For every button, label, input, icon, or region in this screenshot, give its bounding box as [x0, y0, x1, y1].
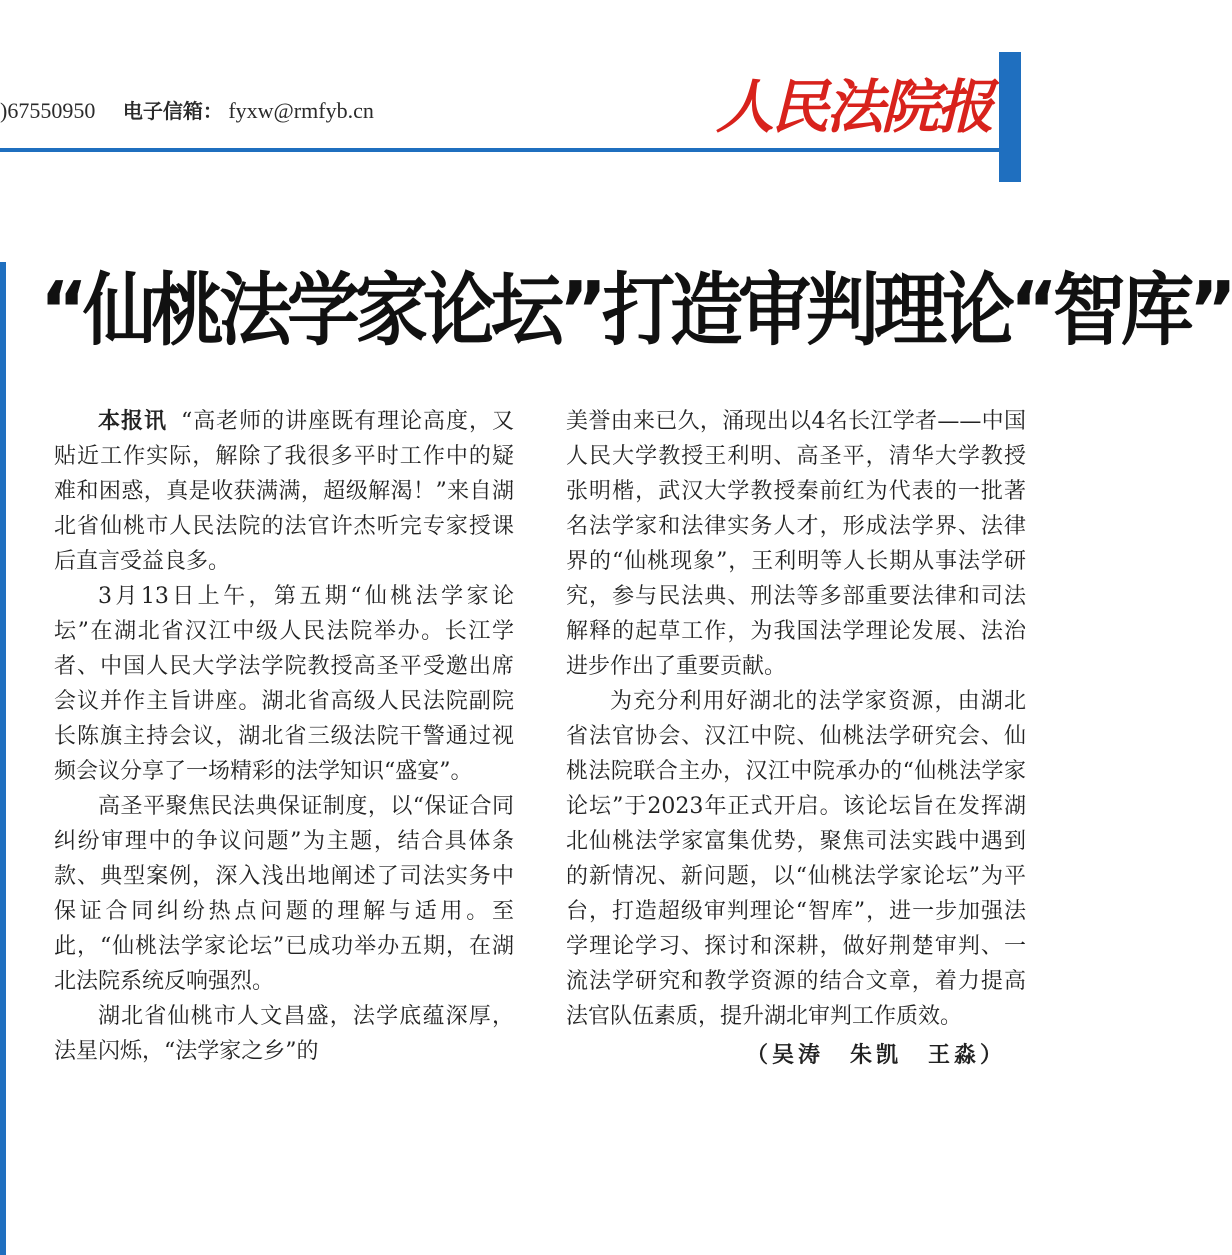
left-edge-bar	[0, 262, 6, 1255]
header-divider	[0, 148, 1000, 152]
header-contact	[0, 95, 374, 124]
phone-number: )67550950	[0, 98, 96, 123]
article-column-left	[54, 404, 514, 1069]
article-headline: “仙桃法学家论坛”打造审判理论“智库”	[40, 264, 1232, 357]
article-column-right	[566, 404, 1026, 1073]
paragraph-lead	[54, 404, 514, 579]
newspaper-masthead-logo: 人民法院报	[715, 73, 991, 141]
header-accent-bar	[999, 52, 1021, 182]
paragraph: 为充分利用好湖北的法学家资源，由湖北省法官协会、汉江中院、仙桃法学研究会、仙桃法院联合主办，汉江中院承办的“仙桃法学家论坛”于2023年正式开启。该论坛旨在发挥湖北仙桃法学家富集优势，聚焦司法实践中遇到的新情况、新问题，以“仙桃法学家论坛”为平台，打造超级审判理论“智库”，进一步加强法学理论学习、探讨和深耕，做好荆楚审判、一流法学研究和教学资源的结合文章，着力提高法官队伍素质，提升湖北审判工作质效。	[566, 689, 1026, 1029]
email-address: fyxw@rmfyb.cn	[228, 98, 374, 123]
article-byline: （吴涛 朱凯 王淼）	[745, 1043, 1006, 1068]
paragraph: 高圣平聚焦民法典保证制度，以“保证合同纠纷审理中的争议问题”为主题，结合具体条款、典型案例，深入浅出地阐述了司法实务中保证合同纠纷热点问题的理解与适用。至此，“仙桃法学家论坛”已成功举办五期，在湖北法院系统反响强烈。	[54, 794, 514, 994]
lead-label: 本报讯	[98, 409, 167, 434]
paragraph-text: “高老师的讲座既有理论高度，又贴近工作实际，解除了我很多平时工作中的疑难和困惑，真是收获满满，超级解渴！”来自湖北省仙桃市人民法院的法官许杰听完专家授课后直言受益良多。	[54, 409, 514, 574]
paragraph-continued: 美誉由来已久，涌现出以4名长江学者——中国人民大学教授王利明、高圣平，清华大学教授张明楷，武汉大学教授秦前红为代表的一批著名法学家和法律实务人才，形成法学界、法律界的“仙桃现象”，王利明等人长期从事法学研究，参与民法典、刑法等多部重要法律和司法解释的起草工作，为我国法学理论发展、法治进步作出了重要贡献。	[566, 409, 1026, 679]
paragraph: 湖北省仙桃市人文昌盛，法学底蕴深厚，法星闪烁，“法学家之乡”的	[54, 1004, 514, 1064]
paragraph: 3月13日上午，第五期“仙桃法学家论坛”在湖北省汉江中级人民法院举办。长江学者、中国人民大学法学院教授高圣平受邀出席会议并作主旨讲座。湖北省高级人民法院副院长陈旗主持会议，湖北省三级法院干警通过视频会议分享了一场精彩的法学知识“盛宴”。	[54, 584, 514, 784]
email-label: 电子信箱：	[122, 99, 223, 123]
